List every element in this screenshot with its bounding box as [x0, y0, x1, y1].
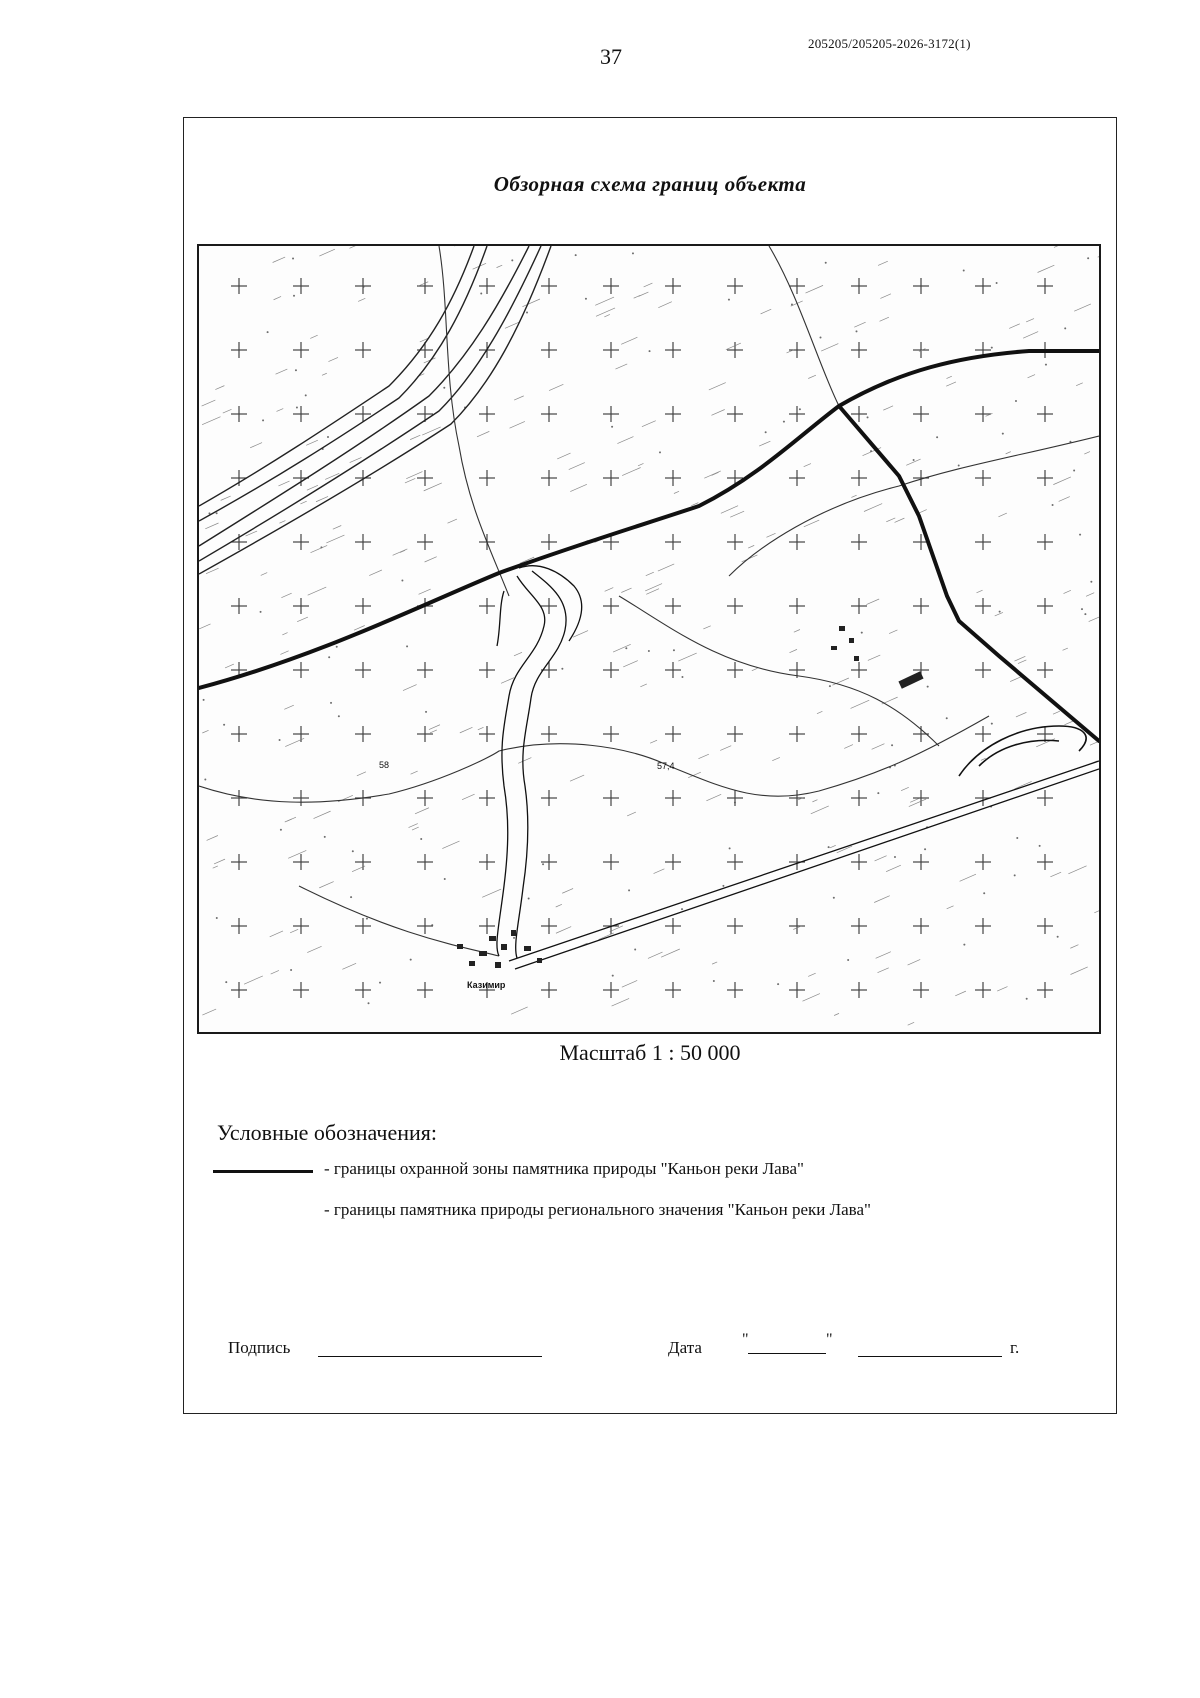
legend-title: Условные обозначения: [217, 1120, 438, 1145]
map-terrain [199, 246, 1099, 1025]
monument-boundary [497, 566, 582, 958]
document-reference: 205205/205205-2026-3172(1) [808, 36, 971, 51]
date-label: Дата [668, 1338, 702, 1357]
page-number: 37 [600, 44, 622, 69]
protection-zone-boundary [199, 351, 1099, 741]
map-label-village: Казимир [467, 980, 506, 990]
map-railway [509, 761, 1099, 969]
signature-label: Подпись [228, 1338, 291, 1357]
map-label-elevation: 57,4 [657, 761, 675, 771]
date-day-field[interactable] [748, 1353, 826, 1354]
map-grid [231, 278, 1053, 998]
map-settlement-east [831, 626, 924, 689]
date-close-quote: " [826, 1331, 833, 1348]
year-suffix: г. [1010, 1338, 1020, 1357]
map-roads [199, 246, 1099, 956]
date-open-quote: " [742, 1331, 749, 1348]
date-month-field[interactable] [858, 1356, 1002, 1357]
topographic-map [199, 246, 1099, 1032]
signature-field[interactable] [318, 1356, 542, 1357]
map-title: Обзорная схема границ объекта [493, 172, 807, 196]
map-scale: Масштаб 1 : 50 000 [559, 1040, 741, 1065]
map-view[interactable] [197, 244, 1101, 1034]
legend-item-protection-zone: - границы охранной зоны памятника природы "Каньон реки Лава" [324, 1159, 804, 1178]
map-river-valley [199, 246, 551, 574]
legend-line-symbol [213, 1170, 313, 1173]
map-label-elevation-2: 58 [379, 760, 390, 770]
legend-item-monument-boundary: - границы памятника природы регионального значения "Каньон реки Лава" [324, 1200, 871, 1219]
